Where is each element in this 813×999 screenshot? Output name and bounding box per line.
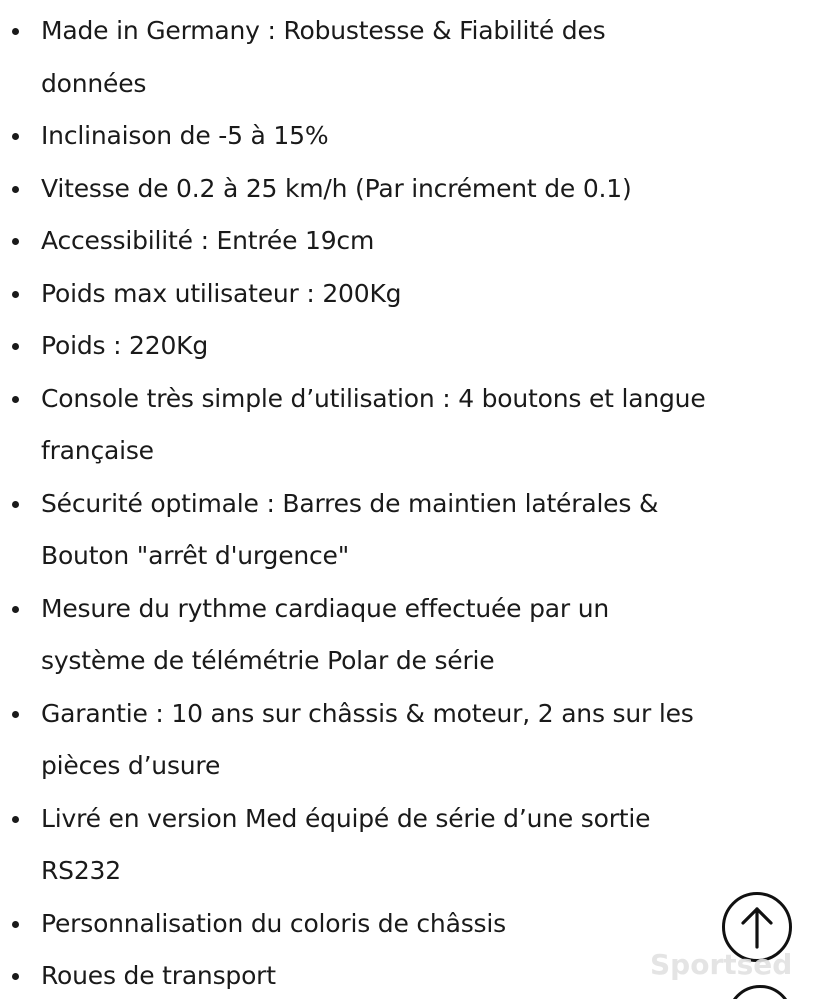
feature-text-line: Made in Germany : Robustesse & Fiabilité des — [41, 16, 606, 45]
feature-text-line: Mesure du rythme cardiaque effectuée par un — [41, 593, 609, 623]
bullet-icon — [12, 606, 19, 613]
bullet-icon — [12, 816, 19, 823]
feature-text-line: Poids max utilisateur : 200Kg — [41, 278, 402, 308]
feature-text-line: Inclinaison de -5 à 15% — [41, 121, 329, 150]
feature-text-line: Vitesse de 0.2 à 25 km/h (Par incrément de 0.1) — [41, 173, 632, 203]
feature-item — [0, 163, 800, 216]
feature-list — [0, 5, 800, 999]
bullet-icon — [12, 711, 19, 718]
feature-text-line: Personnalisation du coloris de châssis — [41, 908, 506, 938]
feature-item — [0, 793, 800, 898]
feature-text-line: Poids : 220Kg — [41, 331, 209, 360]
feature-item — [0, 320, 800, 373]
arrow-up-icon — [737, 905, 777, 949]
bullet-icon — [12, 921, 19, 928]
feature-item — [0, 5, 800, 110]
bullet-icon — [12, 186, 19, 193]
bullet-icon — [12, 973, 19, 980]
feature-item — [0, 898, 800, 951]
bullet-icon — [12, 291, 19, 298]
feature-item — [0, 583, 800, 688]
feature-text-line: système de télémétrie Polar de série — [41, 646, 495, 675]
feature-text-line: pièces d’usure — [41, 751, 221, 780]
feature-item — [0, 478, 800, 583]
feature-item — [0, 373, 800, 478]
feature-text-line: Bouton "arrêt d'urgence" — [41, 541, 350, 570]
bullet-icon — [12, 133, 19, 140]
feature-text-line: Console très simple d’utilisation : 4 boutons et langue — [41, 383, 706, 413]
feature-text-line: Livré en version Med équipé de série d’une sortie — [41, 803, 651, 833]
feature-item — [0, 110, 800, 163]
watermark: Sportsed — [650, 948, 793, 981]
bullet-icon — [12, 501, 19, 508]
feature-text-line: française — [41, 436, 154, 465]
feature-item — [0, 688, 800, 793]
bullet-icon — [12, 238, 19, 245]
feature-text-line: Garantie : 10 ans sur châssis & moteur, 2 ans sur les — [41, 698, 694, 728]
bullet-icon — [12, 343, 19, 350]
feature-text-line: Roues de transport — [41, 961, 276, 990]
feature-item — [0, 215, 800, 268]
feature-text-line: RS232 — [41, 856, 121, 885]
feature-item — [0, 268, 800, 321]
feature-text-line: données — [41, 68, 147, 98]
feature-text-line: Sécurité optimale : Barres de maintien latérales & — [41, 488, 659, 518]
feature-text-line: Accessibilité : Entrée 19cm — [41, 226, 375, 255]
bullet-icon — [12, 28, 19, 35]
bullet-icon — [12, 396, 19, 403]
